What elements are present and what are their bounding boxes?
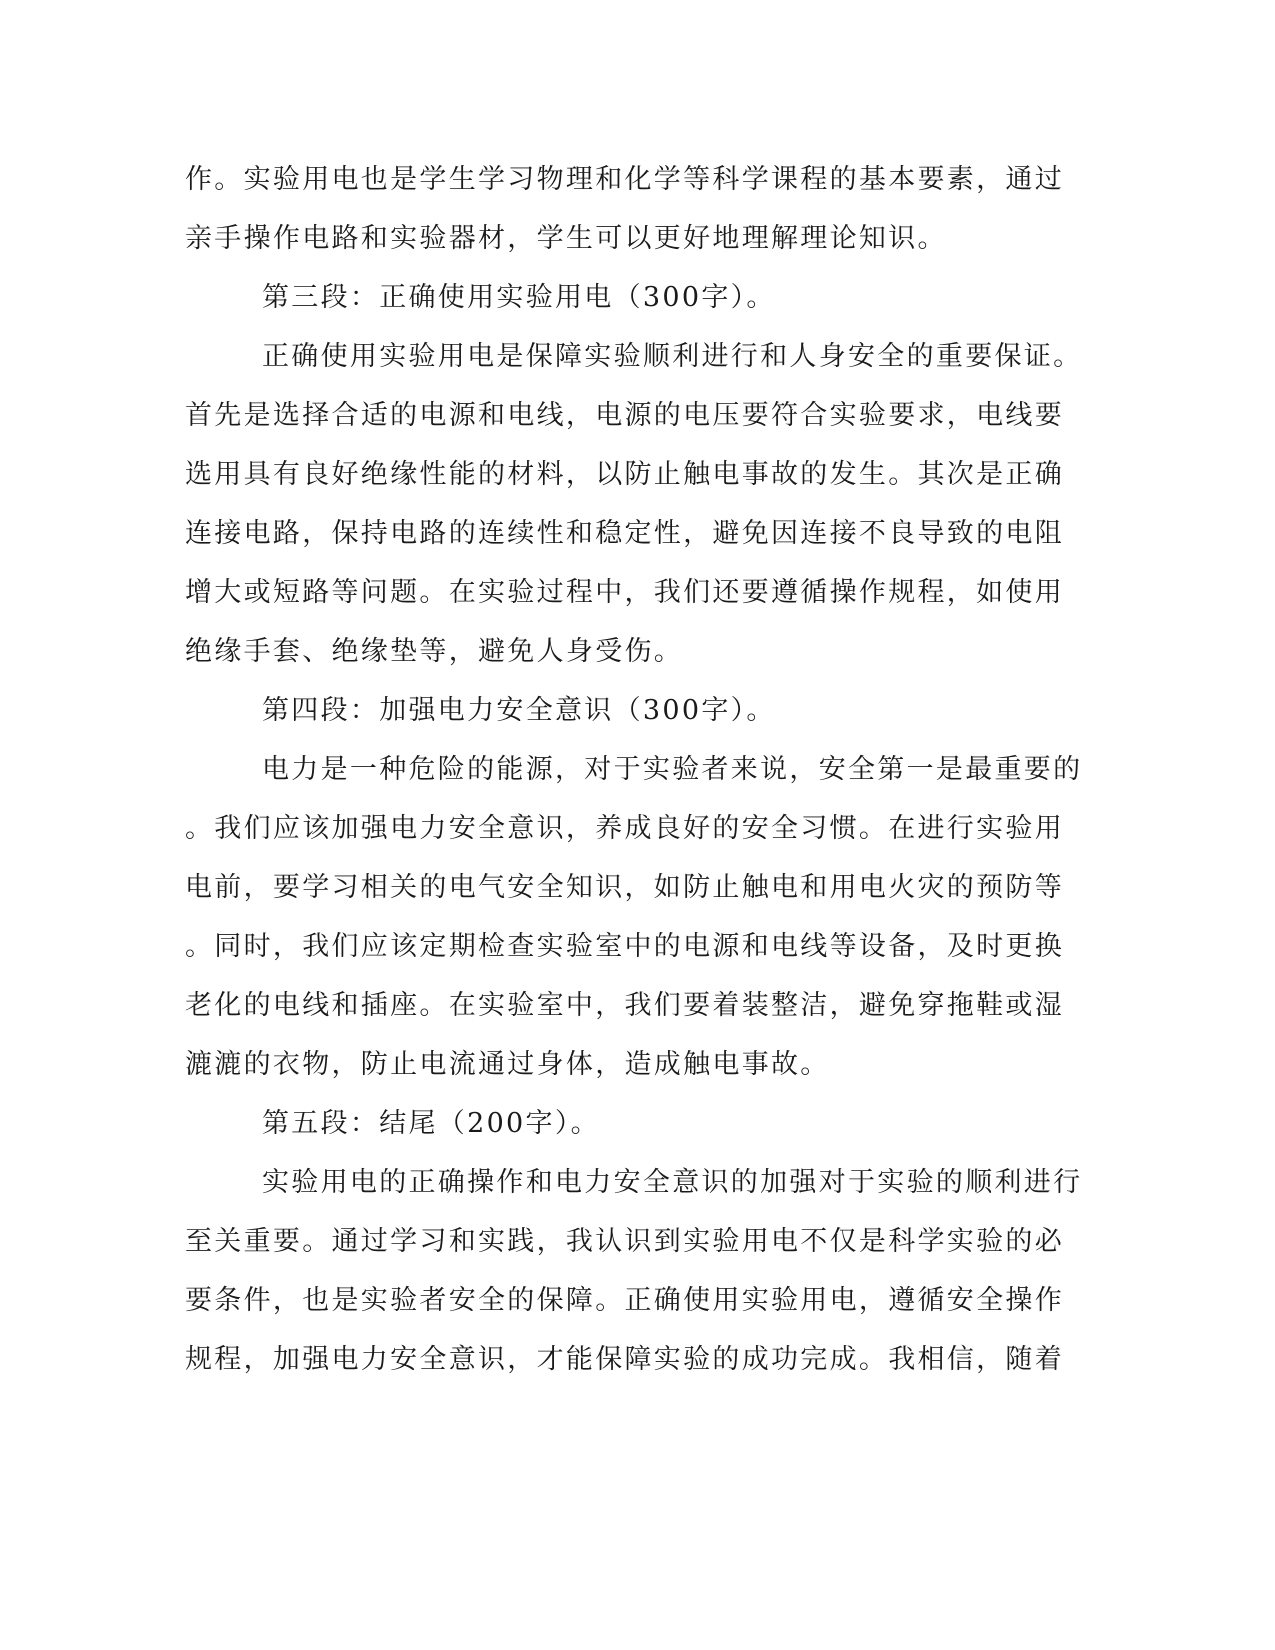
text-line: 连接电路，保持电路的连续性和稳定性，避免因连接不良导致的电阻 — [185, 518, 1064, 549]
text-line: 选用具有良好绝缘性能的材料，以防止触电事故的发生。其次是正确 — [185, 459, 1064, 490]
text-line: 电前，要学习相关的电气安全知识，如防止触电和用电火灾的预防等 — [185, 872, 1064, 903]
text-line: 要条件，也是实验者安全的保障。正确使用实验用电，遵循安全操作 — [185, 1285, 1064, 1316]
text-line: 漉漉的衣物，防止电流通过身体，造成触电事故。 — [185, 1049, 830, 1080]
text-line: 亲手操作电路和实验器材，学生可以更好地理解理论知识。 — [185, 223, 947, 254]
section-heading-4: 第四段：加强电力安全意识（300字）。 — [262, 695, 776, 726]
text-line: 。同时，我们应该定期检查实验室中的电源和电线等设备，及时更换 — [185, 931, 1064, 962]
text-line: 绝缘手套、绝缘垫等，避免人身受伤。 — [185, 636, 684, 667]
paragraph-first-line: 电力是一种危险的能源，对于实验者来说，安全第一是最重要的 — [262, 754, 1083, 785]
section-heading-5: 第五段：结尾（200字）。 — [262, 1108, 600, 1139]
section-heading-3: 第三段：正确使用实验用电（300字）。 — [262, 282, 776, 313]
paragraph-first-line: 正确使用实验用电是保障实验顺利进行和人身安全的重要保证。 — [262, 341, 1083, 372]
text-line: 。我们应该加强电力安全意识，养成良好的安全习惯。在进行实验用 — [185, 813, 1064, 844]
text-line: 增大或短路等问题。在实验过程中，我们还要遵循操作规程，如使用 — [185, 577, 1064, 608]
text-line: 至关重要。通过学习和实践，我认识到实验用电不仅是科学实验的必 — [185, 1226, 1064, 1257]
text-line: 作。实验用电也是学生学习物理和化学等科学课程的基本要素，通过 — [185, 164, 1064, 195]
text-line: 首先是选择合适的电源和电线，电源的电压要符合实验要求，电线要 — [185, 400, 1064, 431]
text-line: 规程，加强电力安全意识，才能保障实验的成功完成。我相信，随着 — [185, 1344, 1064, 1375]
text-line: 老化的电线和插座。在实验室中，我们要着装整洁，避免穿拖鞋或湿 — [185, 990, 1064, 1021]
paragraph-first-line: 实验用电的正确操作和电力安全意识的加强对于实验的顺利进行 — [262, 1167, 1083, 1198]
